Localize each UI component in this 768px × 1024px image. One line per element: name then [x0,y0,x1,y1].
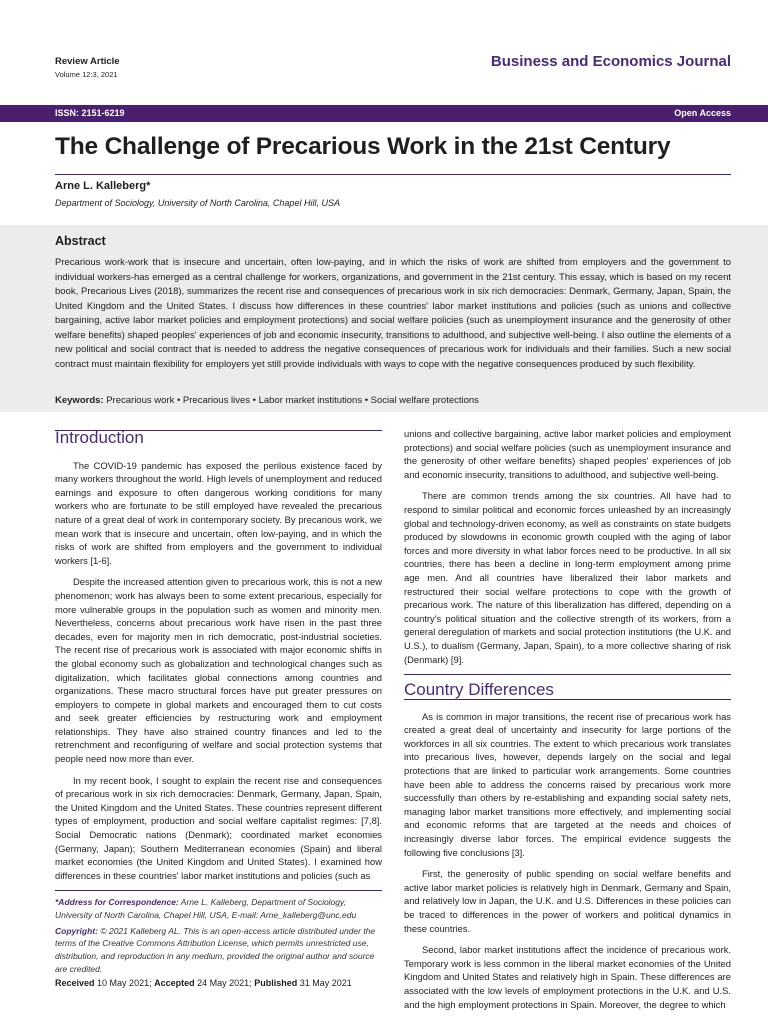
paragraph: Despite the increased attention given to precarious work, this is not a new phenomenon; work has always been to some extent precarious, especially for more vulnerable groups in the population such as women and minority men. Nevertheless, concerns about precarious work have risen in the past three decades, even for majority men in rich democratic, post-industrial societies. The recent rise of precarious work is associated with major economic shifts in the global economy such as globalization and technological changes such as digitalization, which facilitates global connections among countries and organizations. These macro structural forces have put greater pressures on employers to compete in global markets and encouraged them to cut costs and seek greater efficiencies by restructuring work and employment relationships. They have also strained country finances and led to the retrenchment and reconfiguring of welfare and social protection systems that people need now more than ever. [55,576,382,765]
section-introduction-heading: Introduction [55,430,382,447]
copyright [55,925,382,976]
correspondence [55,896,382,922]
left-column [55,430,382,890]
section-country-differences-heading: Country Differences [404,683,731,700]
abstract-text: Precarious work-work that is insecure and uncertain, often low-paying, and in which the risks of work are shifted from employers and the government to individual workers-has emerged as a central challenge for workers, organizations, and government in the 21st century. This essay, which is based on my recent book, Precarious Lives (2018), summarizes the recent rise and consequences of precarious work in six rich democracies: Denmark, Germany, Japan, Spain, the United Kingdom and the United States. I discuss how differences in these countries' labor market institutions and policies (such as unions and collective bargaining, active labor market policies and employment protections) and social welfare policies (such as unemployment insurance and the generosity of other welfare benefits) shaped peoples' experiences of job and economic insecurity, transitions to adulthood, and subjective well-being. I also outline the elements of a new political and social contract that is needed to address the negative consequences of precarious work for individuals and their families. Such a new social contract must maintain flexibility for employers yet still provide individuals with ways to cope with the negative consequences produced by such flexibility. [55,257,731,370]
keywords-label: Keywords: [55,395,104,406]
accepted-label: Accepted [154,978,195,988]
title-divider [55,174,731,175]
right-column [404,427,731,1019]
open-access-label[interactable]: Open Access [674,108,731,118]
paragraph: In my recent book, I sought to explain the recent rise and consequences of precarious work in six rich democracies: Denmark, Germany, Japan, Spain, the United Kingdom and the United States. These countries represent different types of employment, production and social welfare capitalist regimes: [7,8]. Social Democratic nations (Denmark); coordinated market economies (Germany, Japan); Southern Mediterranean economies (Spain) and liberal market economies (the United Kingdom and United States). I examined how differences in these countries' labor market institutions and policies (such as [55,774,382,881]
footnote-divider [55,890,382,891]
received-label: Received [55,978,95,988]
footnote [55,896,382,976]
article-type: Review Article [55,56,120,67]
published-label: Published [254,978,298,988]
section-divider [404,674,731,675]
publication-dates [55,978,352,988]
keywords-list: Precarious work • Precarious lives • Labor market institutions • Social welfare protections [106,395,479,406]
accepted-date: 24 May 2021; [197,978,252,988]
author-name: Arne L. Kalleberg* [55,180,151,192]
correspondence-label: *Address for Correspondence: [55,897,179,907]
keywords [55,395,479,406]
paragraph: Second, labor market institutions affect the incidence of precarious work. Temporary work is less common in the liberal market economies of the United Kingdom and United States and relatively high in Spain. These differences are associated with the low levels of employment protections in the U.K. and U.S. and the high employment protections in Spain. Moreover, the degree to which [404,944,731,1010]
issn-bar [0,105,768,122]
paragraph: As is common in major transitions, the recent rise of precarious work has created a great deal of uncertainty and insecurity for large portions of the workforces in all six countries. The extent to which precarious work translates into precarious lives, however, depends largely on the social and legal protections that are linked to particular work arrangements. Some countries have been able to address the concerns raised by precarious work more successfully than others by re-establishing and expanding social safety nets, managing labor market transitions more effectively, and implementing social and economic reforms that are targeted at the needs and choices of increasingly diverse labor forces. The empirical evidence suggests the following five conclusions [3]. [404,710,731,858]
correspondence-text: Arne L. Kalleberg, Department of Sociology, University of North Carolina, Chapel Hill, USA, E-mail: Arne_kalleberg@unc.edu [55,897,357,920]
published-date: 31 May 2021 [299,978,352,988]
paragraph: First, the generosity of public spending on social welfare benefits and active labor market policies is relatively high in Denmark, Germany and Spain, and relatively low in Japan, the U.K. and U.S. Differences in these policies can be traced to differences in the power of workers and political dynamics in these countries. [404,868,731,934]
copyright-text: © 2021 Kalleberg AL. This is an open-access article distributed under the terms of the Creative Commons Attribution License, which permits unrestricted use, distribution, and reproduction in any medium, provided the original author and source are credited. [55,925,376,974]
volume-info: Volume 12:3, 2021 [55,70,118,79]
journal-name[interactable]: Business and Economics Journal [490,53,731,70]
issn: ISSN: 2151-6219 [55,108,125,118]
received-date: 10 May 2021; [97,978,152,988]
article-title: The Challenge of Precarious Work in the 21st Century [55,133,671,160]
author-affiliation: Department of Sociology, University of North Carolina, Chapel Hill, USA [55,198,340,208]
paragraph: The COVID-19 pandemic has exposed the perilous existence faced by many workers throughout the world. High levels of unemployment and reduced earnings and exposure to often dangerous working conditions for many workers who are fortunate to be still employed have revealed the precarious nature of a great deal of work in contemporary society. By precarious work, we mean work that is insecure and uncertain, often low-paying, and in which the risks of work are shifted from employers and the government to individual workers [1-6]. [55,459,382,566]
copyright-label: Copyright: [55,925,98,936]
paragraph: There are common trends among the six countries. All have had to respond to similar political and economic forces unleashed by an increasingly global and technology-driven economy, as well as constraints on state budgets produced by slowdowns in economic growth coupled with the aging of labor forces and more diversity in what labor forces need to be productive. In all six countries, there has been a decline in long-term employment among prime age men. And all countries have liberalized their labor markets and restructured their social welfare protections to cope with the growth of precarious work. The nature of this liberalization has differed, depending on a country's political situation and the collective strength of its workers, from a general deregulation of markets and social protection institutions (the U.K. and U.S.), to dualism (Germany, Japan, Spain), to a more collective sharing of risk (Denmark) [9]. [404,490,731,665]
abstract-heading: Abstract [55,234,106,248]
paragraph: unions and collective bargaining, active labor market policies and employment protections) and social welfare policies (such as unemployment insurance and the generosity of other welfare benefits) shaped peoples' experiences of job and economic insecurity, transitions to adulthood, and subjective well-being. [404,428,731,480]
